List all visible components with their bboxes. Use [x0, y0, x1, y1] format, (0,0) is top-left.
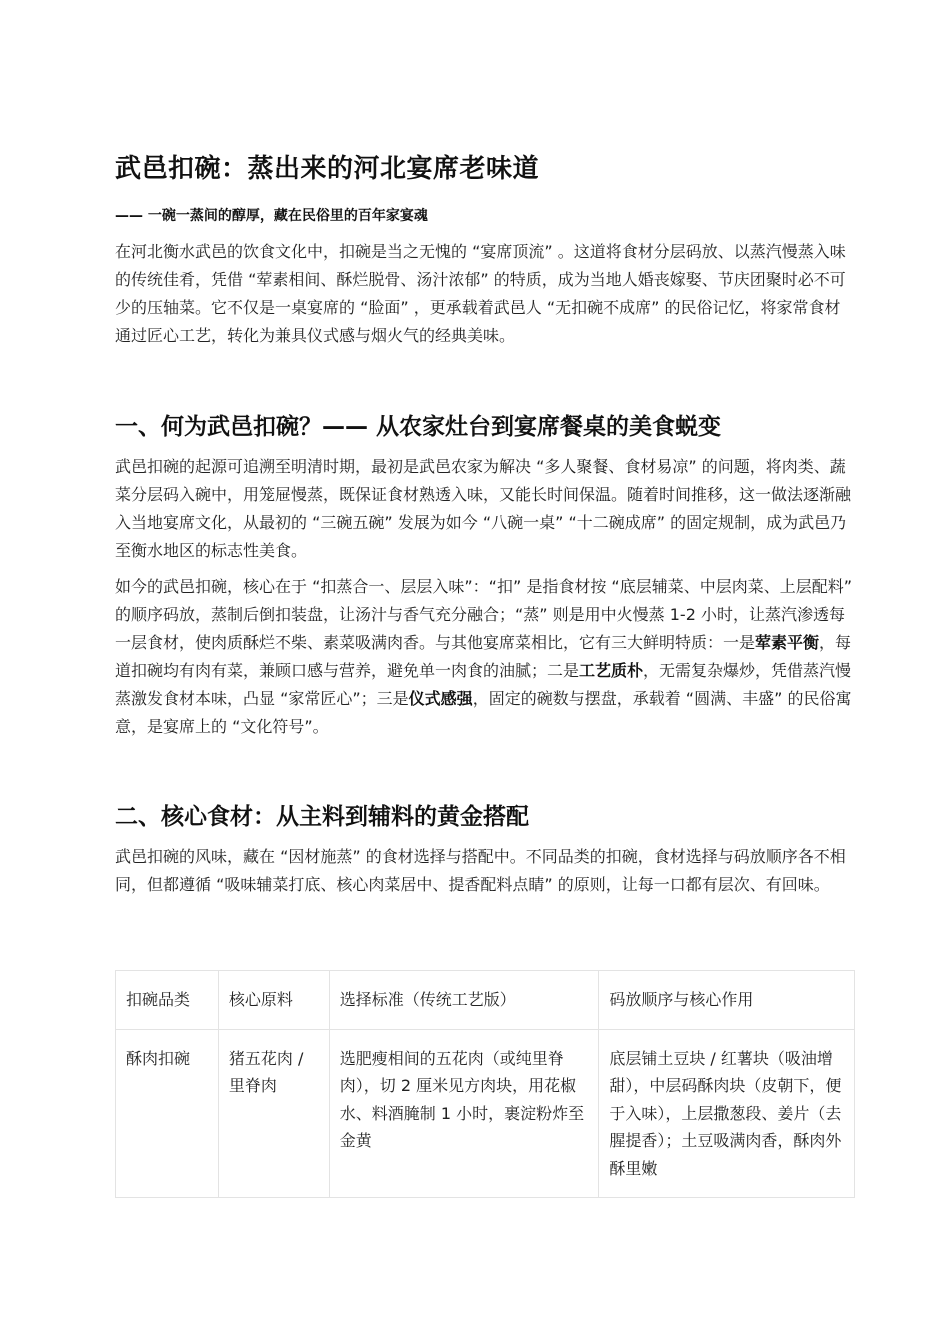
- section1-paragraph-1: 武邑扣碗的起源可追溯至明清时期，最初是武邑农家为解决 “多人聚餐、食材易凉” 的问题，将肉类、蔬菜分层码入碗中，用笼屉慢蒸，既保证食材熟透入味，又能长时间保温。随着时间推移，这一做法逐渐融入当地宴席文化，从最初的 “三碗五碗” 发展为如今 “八碗一桌” “十二碗成席” 的固定规制，成为武邑乃至衡水地区的标志性美食。: [115, 457, 852, 560]
- para-text: ，无需复杂爆炒，凭借蒸汽慢蒸激发食材本味，凸显 “家常匠心”；三是: [115, 661, 852, 708]
- table-header-cell: 码放顺序与核心作用: [599, 971, 855, 1030]
- table-row: [116, 1029, 855, 1198]
- table-header-cell: 扣碗品类: [116, 971, 219, 1030]
- table-cell: 底层铺土豆块 / 红薯块（吸油增甜），中层码酥肉块（皮朝下，便于入味），上层撒葱段、姜片（去腥提香）；土豆吸满肉香，酥肉外酥里嫩: [599, 1029, 855, 1198]
- para-text: ，每道扣碗均有肉有菜，兼顾口感与营养，避免单一肉食的油腻；二是: [115, 633, 852, 680]
- page-subtitle: —— 一碗一蒸间的醇厚，藏在民俗里的百年家宴魂: [115, 208, 428, 224]
- section2-heading: 二、核心食材：从主料到辅料的黄金搭配: [115, 804, 529, 830]
- section1-paragraph-2: [115, 573, 855, 741]
- bold-term: 荤素平衡: [755, 633, 820, 652]
- table-cell: 猪五花肉 / 里脊肉: [218, 1029, 329, 1198]
- section2-paragraph-1: 武邑扣碗的风味，藏在 “因材施蒸” 的食材选择与搭配中。不同品类的扣碗，食材选择与码放顺序各不相同，但都遵循 “吸味辅菜打底、核心肉菜居中、提香配料点睛” 的原则，让每一口都有层次、有回味。: [115, 847, 846, 894]
- page-title: 武邑扣碗：蒸出来的河北宴席老味道: [115, 154, 540, 184]
- ingredients-table: [115, 970, 855, 1198]
- table-header-cell: 核心原料: [218, 971, 329, 1030]
- table-cell: 选肥瘦相间的五花肉（或纯里脊肉），切 2 厘米见方肉块，用花椒水、料酒腌制 1 小时，裹淀粉炸至金黄: [329, 1029, 599, 1198]
- para-text: 如今的武邑扣碗，核心在于 “扣蒸合一、层层入味”：“扣” 是指食材按 “底层辅菜、中层肉菜、上层配料” 的顺序码放，蒸制后倒扣装盘，让汤汁与香气充分融合；“蒸” 则是用中火慢蒸 1-2 小时，让蒸汽渗透每一层食材，使肉质酥烂不柴、素菜吸满肉香。与其他宴席菜相比，它有三大鲜明特质：一是: [115, 577, 852, 652]
- para-text: ，固定的碗数与摆盘，承载着 “圆满、丰盛” 的民俗寓意，是宴席上的 “文化符号”。: [115, 689, 852, 736]
- table-header-cell: 选择标准（传统工艺版）: [329, 971, 599, 1030]
- intro-paragraph: 在河北衡水武邑的饮食文化中，扣碗是当之无愧的 “宴席顶流” 。这道将食材分层码放、以蒸汽慢蒸入味的传统佳肴，凭借 “荤素相间、酥烂脱骨、汤汁浓郁” 的特质，成为当地人婚丧嫁娶、节庆团聚时必不可少的压轴菜。它不仅是一桌宴席的 “脸面” ，更承载着武邑人 “无扣碗不成席” 的民俗记忆，将家常食材通过匠心工艺，转化为兼具仪式感与烟火气的经典美味。: [115, 242, 846, 345]
- bold-term: 工艺质朴: [579, 661, 644, 680]
- section1-heading: 一、何为武邑扣碗？—— 从农家灶台到宴席餐桌的美食蜕变: [115, 414, 722, 440]
- table-cell: 酥肉扣碗: [116, 1029, 219, 1198]
- bold-term: 仪式感强: [408, 689, 473, 708]
- table-header-row: [116, 971, 855, 1030]
